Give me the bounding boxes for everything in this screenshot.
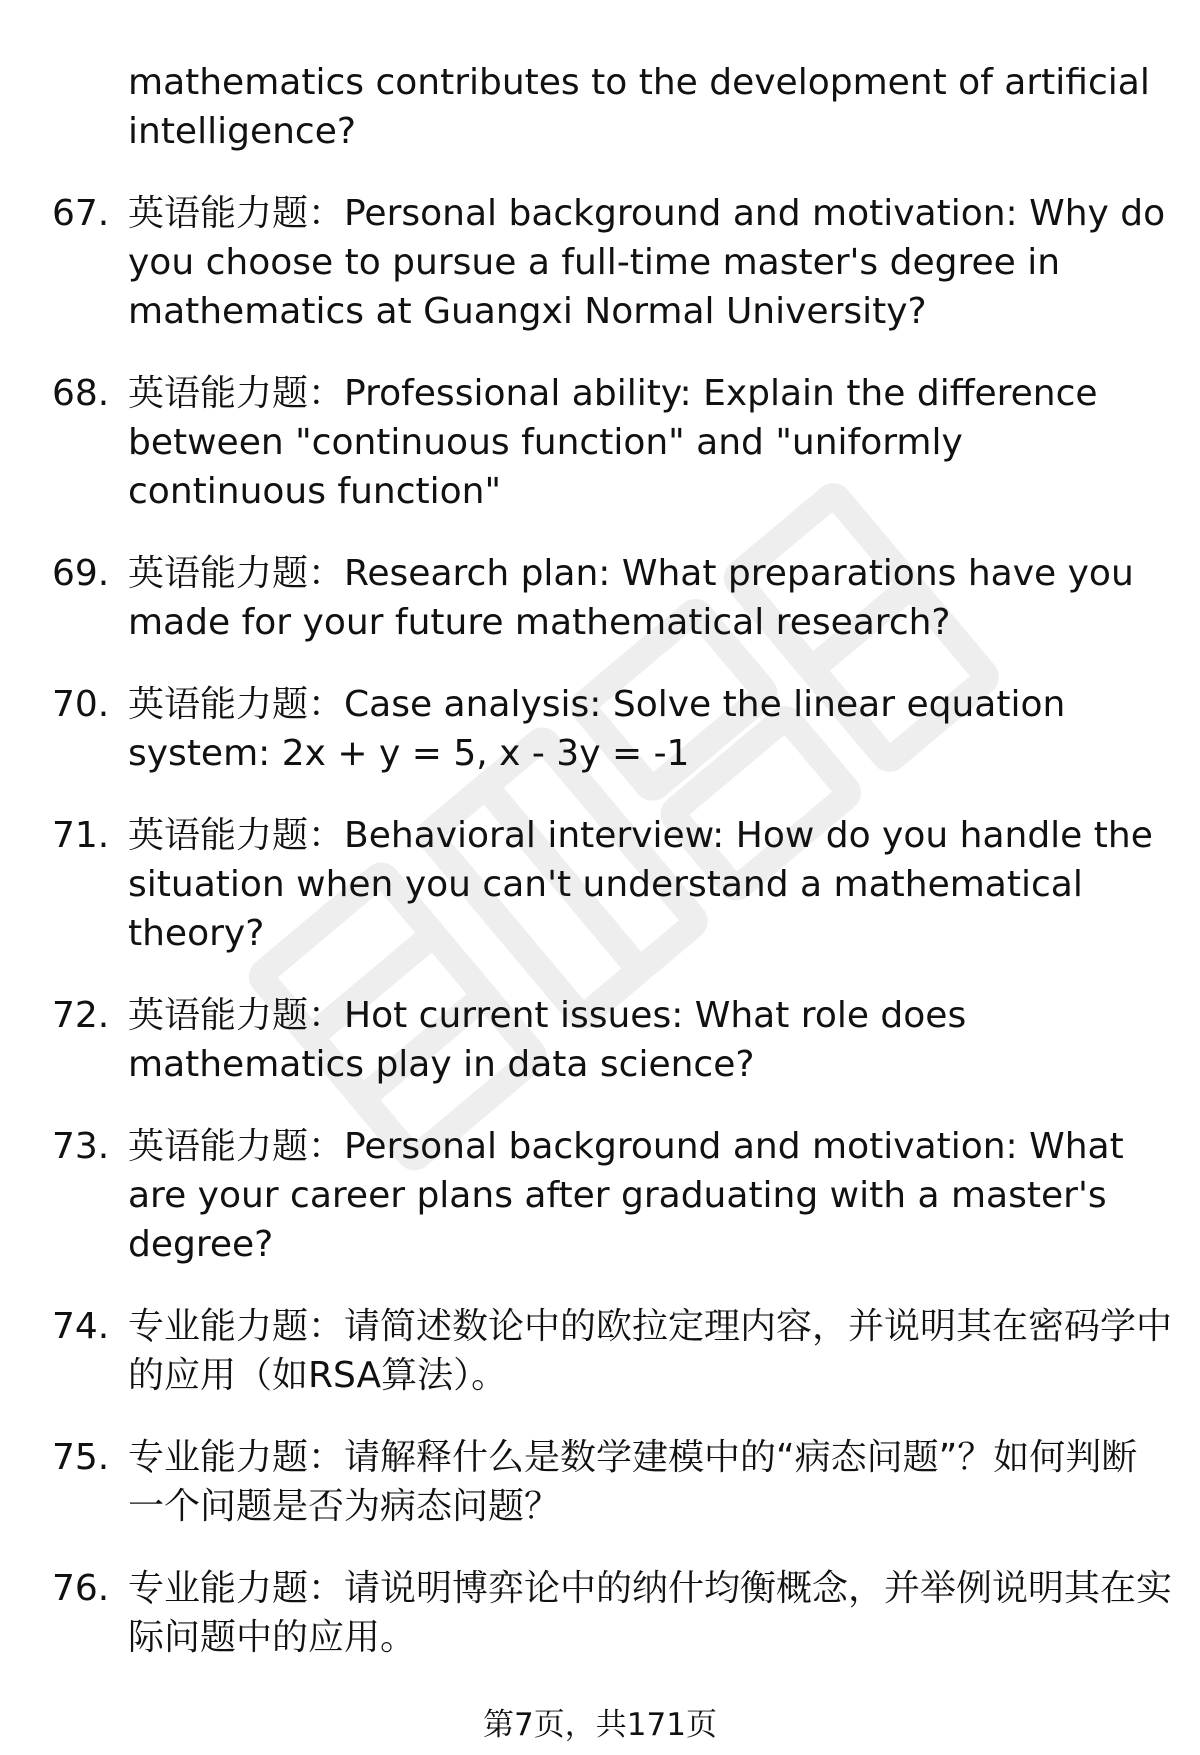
question-number: 74.	[52, 1306, 110, 1347]
question-text: 英语能力题：Behavioral interview: How do you handle the situation when you can't understand a mathematical theory?	[128, 815, 1153, 954]
question-item	[52, 991, 1172, 1089]
question-text: 英语能力题：Case analysis: Solve the linear equation system: 2x + y = 5, x - 3y = -1	[128, 684, 1066, 774]
page-footer: 第7页，共171页	[483, 1707, 717, 1743]
question-item	[52, 1564, 1172, 1662]
question-text: 专业能力题：请解释什么是数学建模中的“病态问题”？如何判断一个问题是否为病态问题？	[128, 1437, 1138, 1527]
question-text: 专业能力题：请简述数论中的欧拉定理内容，并说明其在密码学中的应用（如RSA算法）。	[128, 1306, 1173, 1396]
question-number: 70.	[52, 684, 110, 725]
continued-question-text: mathematics contributes to the development of artificial intelligence?	[128, 62, 1150, 152]
question-item	[52, 549, 1172, 647]
question-item	[52, 811, 1172, 958]
question-number: 72.	[52, 995, 110, 1036]
question-item	[52, 1433, 1172, 1531]
question-number: 69.	[52, 553, 110, 594]
question-item	[52, 369, 1172, 516]
question-number: 68.	[52, 373, 110, 414]
question-text: 英语能力题：Personal background and motivation: What are your career plans after graduating with a master's degree?	[128, 1126, 1124, 1265]
question-list	[52, 58, 1172, 1695]
question-text: 英语能力题：Hot current issues: What role does mathematics play in data science?	[128, 995, 967, 1085]
question-item	[52, 680, 1172, 778]
question-item	[52, 1122, 1172, 1269]
question-number: 67.	[52, 193, 110, 234]
question-text: 专业能力题：请说明博弈论中的纳什均衡概念，并举例说明其在实际问题中的应用。	[128, 1568, 1173, 1658]
question-number: 76.	[52, 1568, 110, 1609]
question-number: 73.	[52, 1126, 110, 1167]
question-text: 英语能力题：Personal background and motivation: Why do you choose to pursue a full-time master's degree in mathematics at Guangxi Normal University?	[128, 193, 1166, 332]
question-item	[52, 189, 1172, 336]
question-number: 75.	[52, 1437, 110, 1478]
question-text: 英语能力题：Professional ability: Explain the difference between "continuous function" and "uniformly continuous function"	[128, 373, 1098, 512]
question-number: 71.	[52, 815, 110, 856]
question-text: 英语能力题：Research plan: What preparations have you made for your future mathematical research?	[128, 553, 1134, 643]
question-item	[52, 1302, 1172, 1400]
